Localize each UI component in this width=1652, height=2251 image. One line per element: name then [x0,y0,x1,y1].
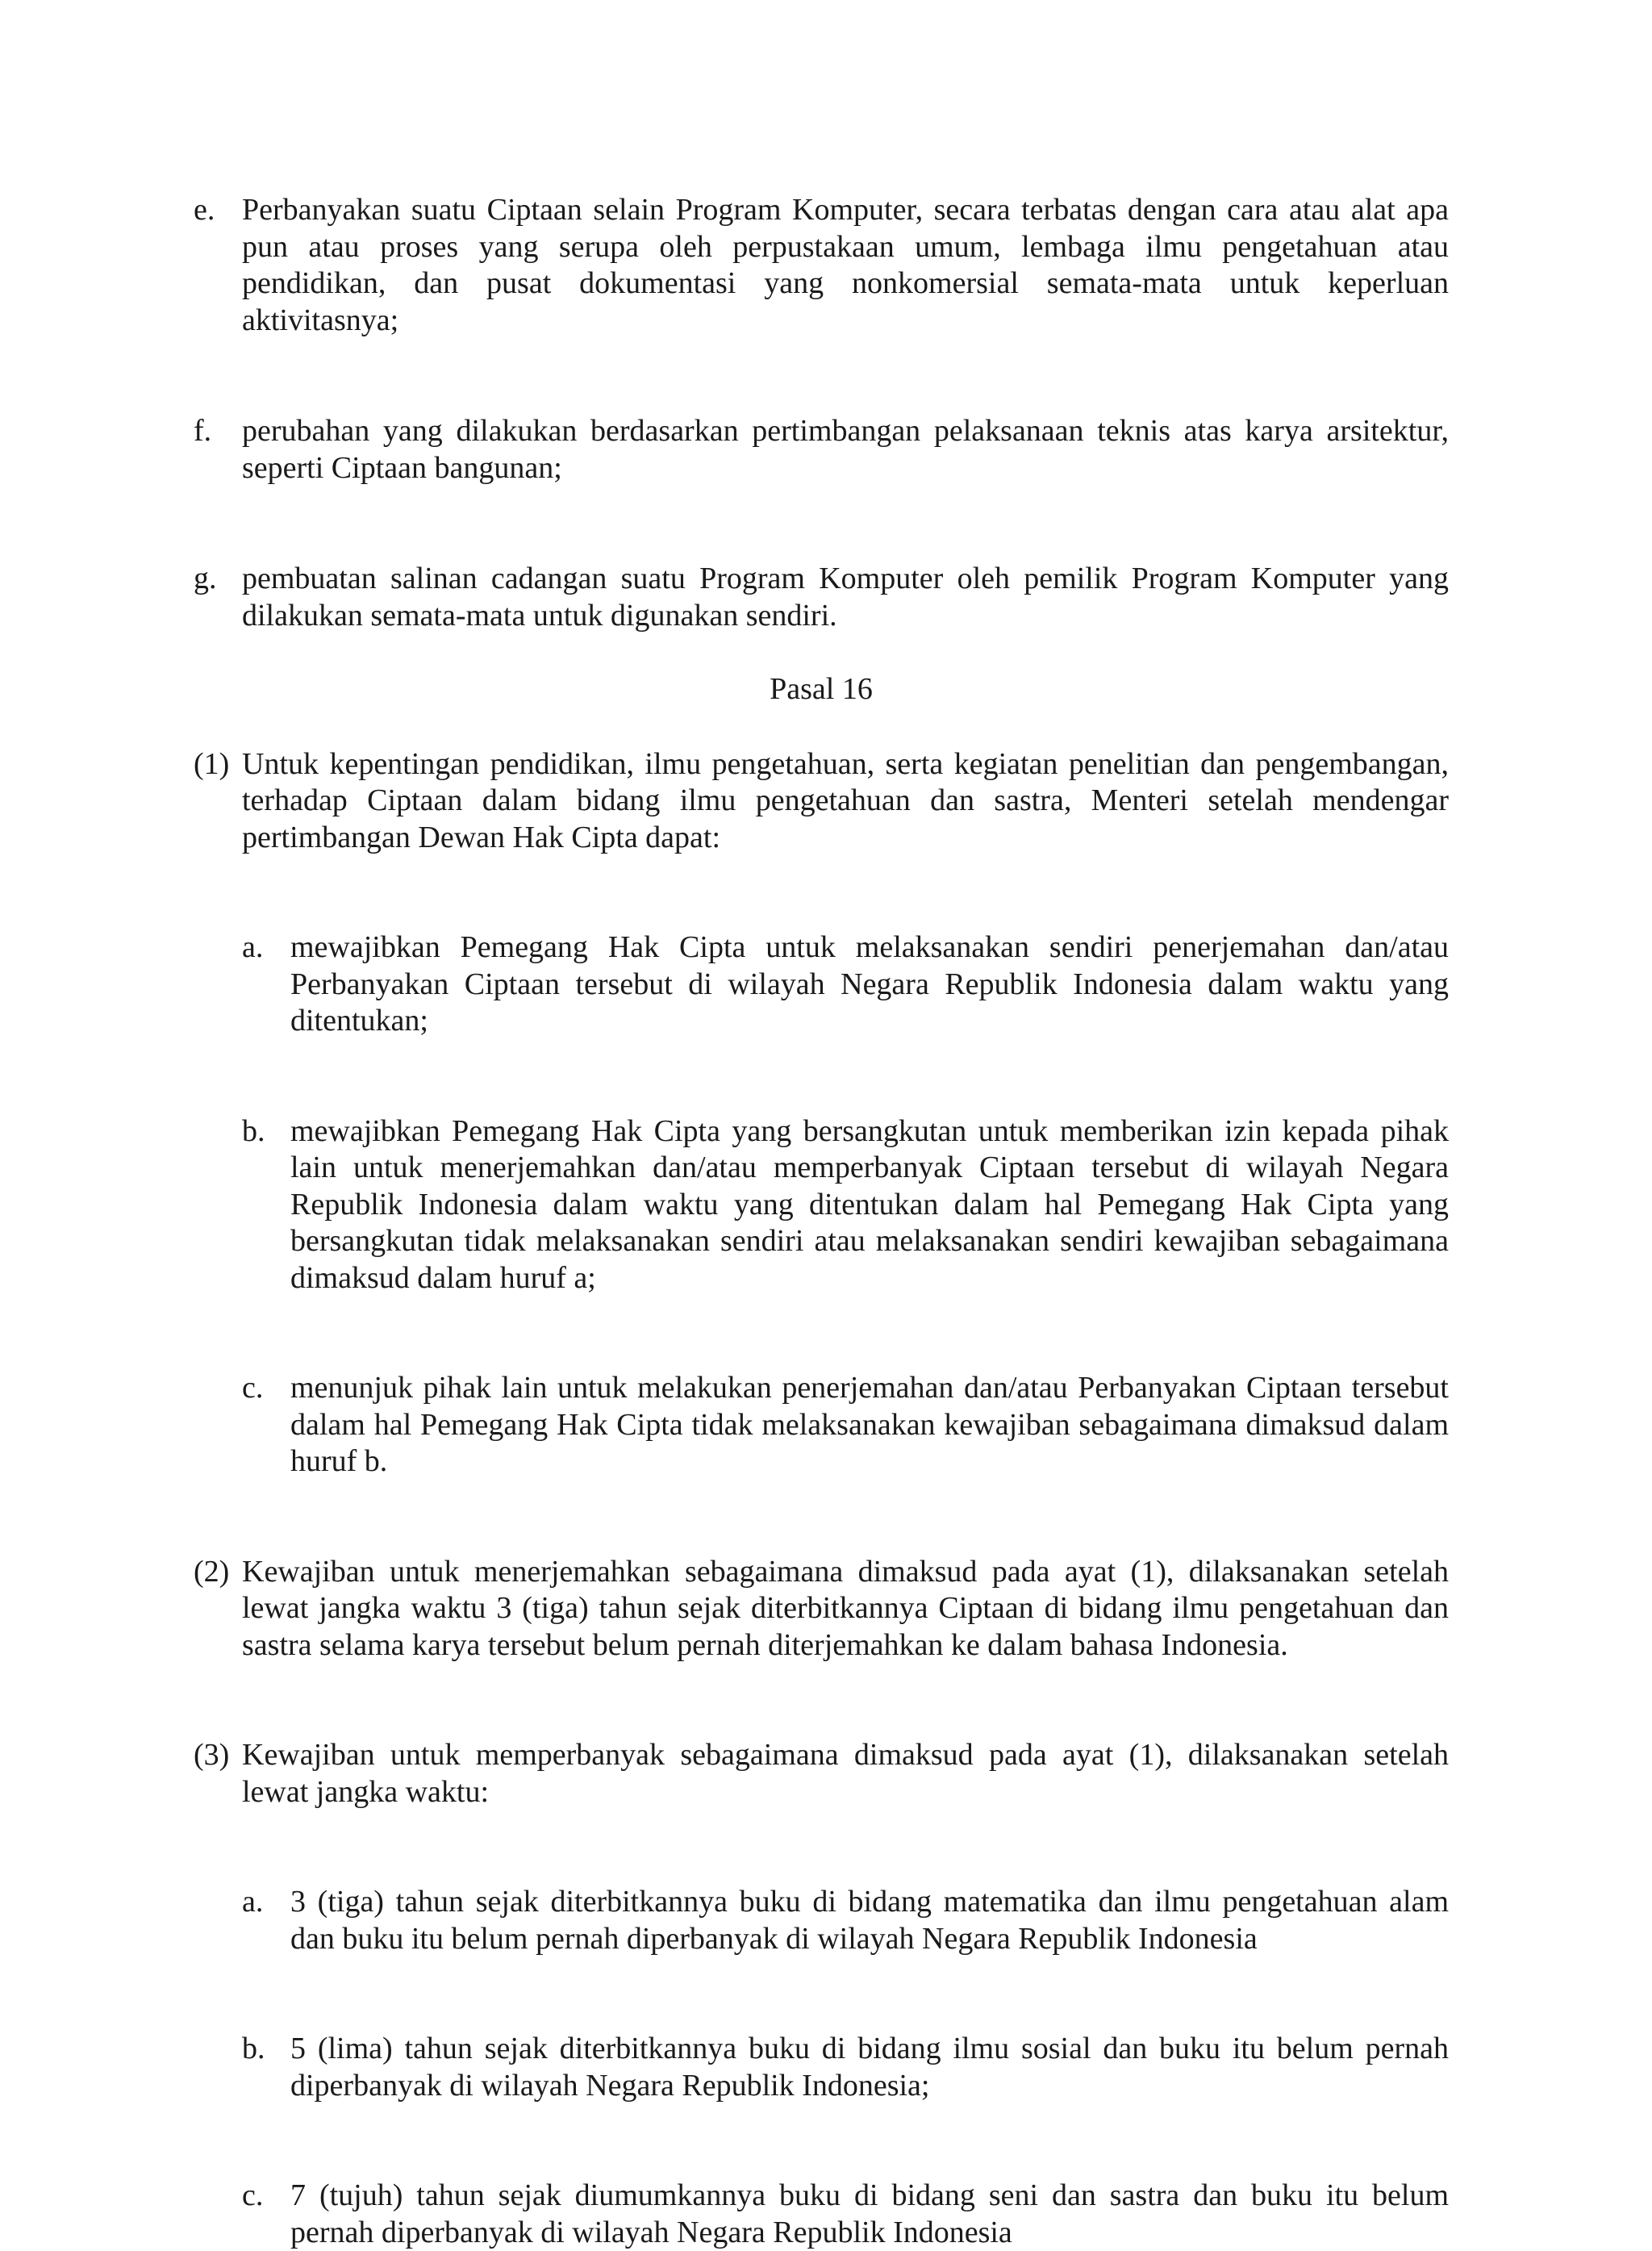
subitem-text: 3 (tiga) tahun sejak diterbitkannya buku di bidang matematika dan ilmu pengetahuan alam dan buku itu belum pernah diperbanyak di wilayah Negara Republik Indonesia [290,1885,1449,1956]
subitem-label: c. [242,2178,264,2212]
paragraph-label: (1) [194,746,230,781]
item-label: g. [194,562,217,595]
paragraph-3-subitem-b [242,2031,1449,2104]
paragraph-1-subitem-a [242,929,1449,1040]
subitem-label: a. [242,1885,264,1919]
paragraph-label: (2) [194,1554,230,1589]
subitem-label: b. [242,2032,265,2065]
document-page [194,192,1449,2251]
subitem-label: c. [242,1371,264,1405]
list-item-e [194,192,1449,339]
paragraph-text: Untuk kepentingan pendidikan, ilmu pengetahuan, serta kegiatan penelitian dan pengembangan, terhadap Ciptaan dalam bidang ilmu pengetahuan dan sastra, Menteri setelah mendengar pertimbangan Dewan Hak Cipta dapat: [242,746,1449,854]
list-item-f [194,413,1449,487]
item-label: e. [194,193,215,227]
subitem-text: 5 (lima) tahun sejak diterbitkannya buku di bidang ilmu sosial dan buku itu belum pernah diperbanyak di wilayah Negara Republik Indonesia; [290,2032,1449,2103]
paragraph-text: Kewajiban untuk memperbanyak sebagaimana dimaksud pada ayat (1), dilaksanakan setelah lewat jangka waktu: [242,1738,1449,1809]
paragraph-3 [194,1737,1449,1810]
list-item-g [194,561,1449,634]
item-text: pembuatan salinan cadangan suatu Program Komputer oleh pemilik Program Komputer yang dilakukan semata-mata untuk digunakan sendiri. [242,562,1449,633]
paragraph-1-subitem-b [242,1113,1449,1297]
paragraph-label: (3) [194,1738,230,1772]
item-text: perubahan yang dilakukan berdasarkan pertimbangan pelaksanaan teknis atas karya arsitektur, seperti Ciptaan bangunan; [242,414,1449,485]
paragraph-3-subitem-c [242,2178,1449,2251]
paragraph-3-subitem-a [242,1884,1449,1957]
paragraph-text: Kewajiban untuk menerjemahkan sebagaimana dimaksud pada ayat (1), dilaksanakan setelah lewat jangka waktu 3 (tiga) tahun sejak diterbitkannya Ciptaan di bidang ilmu pengetahuan dan sastra selama karya tersebut belum pernah diterjemahkan ke dalam bahasa Indonesia. [242,1554,1449,1662]
subitem-label: a. [242,930,264,964]
article-heading: Pasal 16 [770,672,873,706]
paragraph-1 [194,746,1449,857]
paragraph-2 [194,1554,1449,1664]
item-label: f. [194,414,212,448]
paragraph-1-subitem-c [242,1370,1449,1480]
subitem-text: menunjuk pihak lain untuk melakukan penerjemahan dan/atau Perbanyakan Ciptaan tersebut dalam hal Pemegang Hak Cipta tidak melaksanakan kewajiban sebagaimana dimaksud dalam huruf b. [290,1371,1449,1478]
subitem-text: mewajibkan Pemegang Hak Cipta untuk melaksanakan sendiri penerjemahan dan/atau Perbanyakan Ciptaan tersebut di wilayah Negara Republik Indonesia dalam waktu yang ditentukan; [290,930,1449,1038]
item-text: Perbanyakan suatu Ciptaan selain Program Komputer, secara terbatas dengan cara atau alat apa pun atau proses yang serupa oleh perpustakaan umum, lembaga ilmu pengetahuan atau pendidikan, dan pusat dokumentasi yang nonkomersial semata-mata untuk keperluan aktivitasnya; [242,193,1449,337]
subitem-text: 7 (tujuh) tahun sejak diumumkannya buku di bidang seni dan sastra dan buku itu belum pernah diperbanyak di wilayah Negara Republik Indonesia [290,2178,1449,2249]
subitem-text: mewajibkan Pemegang Hak Cipta yang bersangkutan untuk memberikan izin kepada pihak lain untuk menerjemahkan dan/atau memperbanyak Ciptaan tersebut di wilayah Negara Republik Indonesia dalam waktu yang ditentukan dalam hal Pemegang Hak Cipta yang bersangkutan tidak melaksanakan sendiri atau melaksanakan sendiri kewajiban sebagaimana dimaksud dalam huruf a; [290,1113,1449,1295]
subitem-label: b. [242,1113,265,1148]
